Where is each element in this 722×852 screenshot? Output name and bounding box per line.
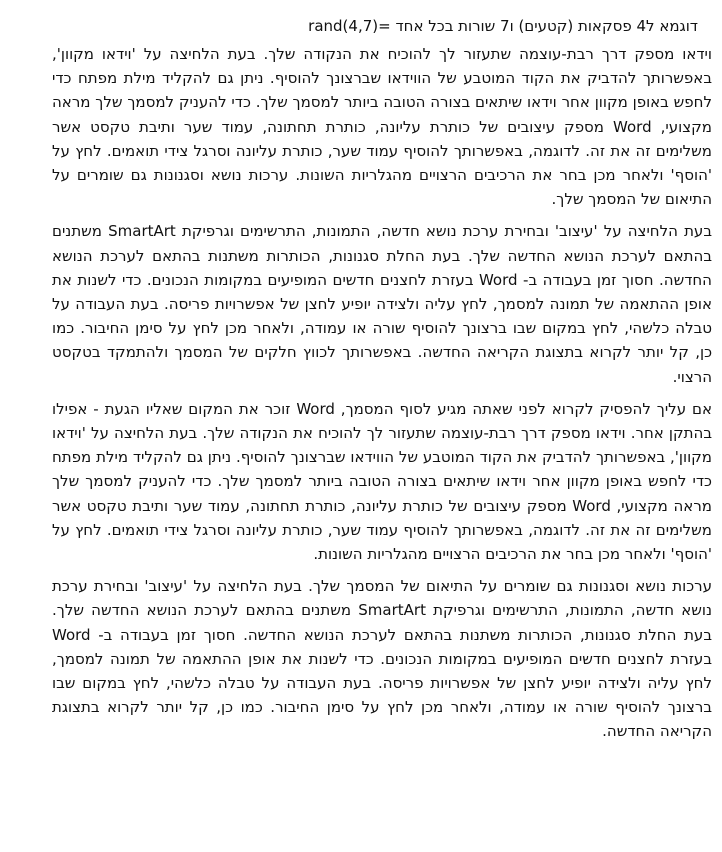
document-body bbox=[52, 6, 712, 752]
paragraph-3: אם עליך להפסיק לקרוא לפני שאתה מגיע לסוף המסמך, Word זוכר את המקום שאליו הגעת - אפילו בהתקן אחר. וידאו מספק דרך רבת-עוצמה שתעזור לך להוכיח את הנקודה שלך. בעת הלחיצה על 'וידאו מקוון', באפשרותך להדביק את הקוד המוטבע של הווידאו שברצונך להוסיף. ניתן גם להקליד מילת מפתח כדי לחפש באופן מקוון אחר וידאו שיתאים בצורה הטובה ביותר למסמך שלך. כדי להעניק למסמך שלך מראה מקצועי, Word מספק עיצובים של כותרת עליונה, כותרת תחתונה, עמוד שער ותיבת טקסט אשר משלימים זה את זה. לדוגמה, באפשרותך להוסיף עמוד שער, כותרת עליונה וסרגל צידי תואמים. לחץ על 'הוסף' ולאחר מכן בחר את הרכיבים הרצויים מהגלריות השונות. bbox=[52, 399, 712, 564]
paragraph-4: ערכות נושא וסגנונות גם שומרים על התיאום של המסמך שלך. בעת הלחיצה על 'עיצוב' ובחירת ערכת נושא חדשה, התמונות, התרשימים וגרפיקת SmartArt משתנים בהתאם לערכת הנושא החדשה שלך. בעת החלת סגנונות, הכותרות משתנות בהתאם לערכת הנושא החדשה. חסוך זמן בעבודה ב- Word בעזרת לחצנים חדשים המופיעים במקומות הנכונים. כדי לשנות את אופן ההתאמה של תמונה למסמך, לחץ עליה ולצידה יופיע לחצן של אפשרויות פריסה. בעת העבודה על טבלה כלשהי, לחץ במקום שבו ברצונך להוסיף שורה או עמודה, ולאחר מכן לחץ על סימן החיבור. כמו כן, קל יותר לקרוא בתצוגת הקריאה החדשה. bbox=[52, 577, 712, 741]
document-heading: דוגמא ל4 פסקאות (קטעים) ו7 שורות בכל אחד =rand(4,7) bbox=[308, 17, 698, 35]
paragraph-1: וידאו מספק דרך רבת-עוצמה שתעזור לך להוכיח את הנקודה שלך. בעת הלחיצה על 'וידאו מקוון', באפשרותך להדביק את הקוד המוטבע של הווידאו שברצונך להוסיף. ניתן גם להקליד מילת מפתח כדי לחפש באופן מקוון אחר וידאו שיתאים בצורה הטובה ביותר למסמך שלך. כדי להעניק למסמך שלך מראה מקצועי, Word מספק עיצובים של כותרת עליונה, כותרת תחתונה, עמוד שער ותיבת טקסט אשר משלימים זה את זה. לדוגמה, באפשרותך להוסיף עמוד שער, כותרת עליונה וסרגל צידי תואמים. לחץ על 'הוסף' ולאחר מכן בחר את הרכיבים הרצויים מהגלריות השונות. ערכות נושא וסגנונות גם שומרים על התיאום של המסמך שלך. bbox=[52, 45, 712, 209]
paragraph-2: בעת הלחיצה על 'עיצוב' ובחירת ערכת נושא חדשה, התמונות, התרשימים וגרפיקת SmartArt משתנים בהתאם לערכת הנושא החדשה שלך. בעת החלת סגנונות, הכותרות משתנות בהתאם לערכת הנושא החדשה. חסוך זמן בעבודה ב- Word בעזרת לחצנים חדשים המופיעים במקומות הנכונים. כדי לשנות את אופן ההתאמה של תמונה למסמך, לחץ עליה ולצידה יופיע לחצן של אפשרויות פריסה. בעת העבודה על טבלה כלשהי, לחץ במקום שבו ברצונך להוסיף שורה או עמודה, ולאחר מכן לחץ על סימן החיבור. כמו כן, קל יותר לקרוא בתצוגת הקריאה החדשה. באפשרותך לכווץ חלקים של המסמך ולהתמקד בטקסט הרצוי. bbox=[52, 222, 712, 386]
